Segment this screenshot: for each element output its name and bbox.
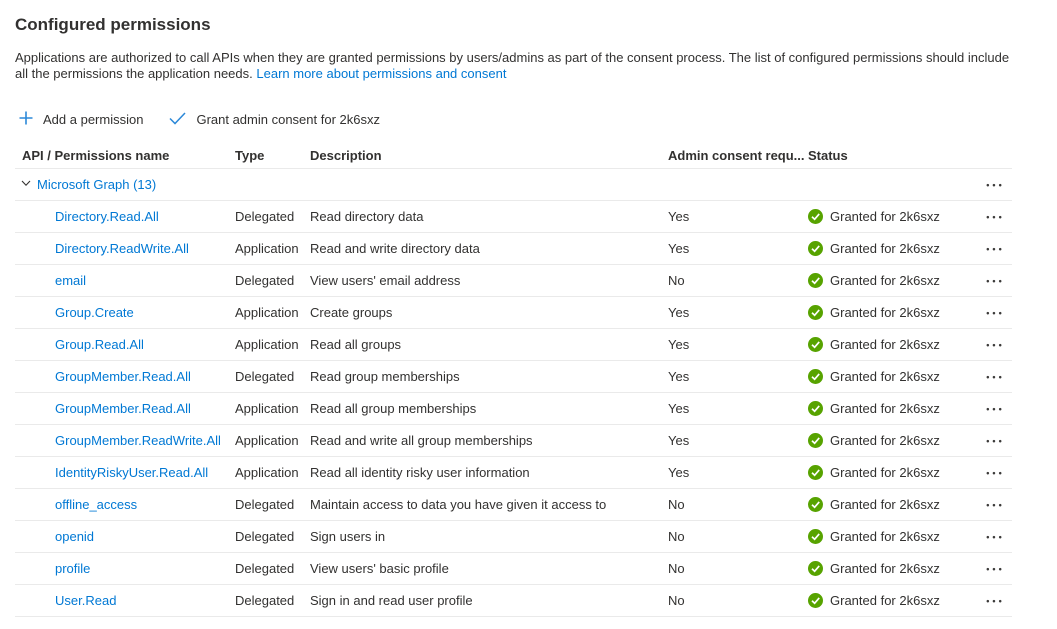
permission-link[interactable]: Group.Create bbox=[55, 305, 134, 320]
admin-consent-required: No bbox=[668, 593, 685, 608]
permission-type: Delegated bbox=[235, 529, 295, 544]
permission-link[interactable]: Directory.Read.All bbox=[55, 209, 159, 224]
table-row bbox=[15, 521, 1012, 553]
permission-type: Application bbox=[235, 465, 299, 480]
more-options-button[interactable]: ••• bbox=[982, 434, 1008, 448]
permission-link[interactable]: openid bbox=[55, 529, 95, 544]
permission-status bbox=[808, 497, 979, 512]
permission-link[interactable]: email bbox=[55, 273, 87, 288]
command-bar bbox=[17, 107, 1042, 132]
admin-consent-required: Yes bbox=[668, 209, 690, 224]
permission-status bbox=[808, 465, 979, 480]
table-header-row bbox=[15, 142, 1012, 169]
status-text: Granted for 2k6sxz bbox=[830, 369, 940, 384]
more-options-button[interactable]: ••• bbox=[982, 530, 1008, 544]
table-row bbox=[15, 297, 1012, 329]
table-row bbox=[15, 201, 1012, 233]
grant-admin-consent-label: Grant admin consent for 2k6sxz bbox=[196, 112, 380, 127]
permission-status bbox=[808, 369, 979, 384]
header-api-permissions-name[interactable]: API / Permissions name bbox=[22, 147, 170, 163]
more-options-button[interactable]: ••• bbox=[982, 562, 1008, 576]
permission-type: Delegated bbox=[235, 561, 295, 576]
admin-consent-required: Yes bbox=[668, 401, 690, 416]
header-status[interactable]: Status bbox=[808, 147, 848, 163]
permission-status bbox=[808, 209, 979, 224]
permission-type: Application bbox=[235, 305, 299, 320]
plus-icon bbox=[19, 111, 33, 128]
table-row bbox=[15, 553, 1012, 585]
permission-status bbox=[808, 241, 979, 256]
api-group-link[interactable]: Microsoft Graph (13) bbox=[37, 177, 157, 192]
admin-consent-required: Yes bbox=[668, 337, 690, 352]
granted-check-icon bbox=[808, 241, 823, 256]
table-row bbox=[15, 393, 1012, 425]
granted-check-icon bbox=[808, 433, 823, 448]
permission-description: Read all groups bbox=[310, 337, 402, 352]
status-text: Granted for 2k6sxz bbox=[830, 401, 940, 416]
status-text: Granted for 2k6sxz bbox=[830, 497, 940, 512]
more-options-button[interactable]: ••• bbox=[982, 242, 1008, 256]
permission-status bbox=[808, 529, 979, 544]
status-text: Granted for 2k6sxz bbox=[830, 337, 940, 352]
admin-consent-required: No bbox=[668, 529, 685, 544]
granted-check-icon bbox=[808, 337, 823, 352]
table-row bbox=[15, 457, 1012, 489]
admin-consent-required: Yes bbox=[668, 241, 690, 256]
granted-check-icon bbox=[808, 401, 823, 416]
permission-link[interactable]: GroupMember.Read.All bbox=[55, 401, 191, 416]
permission-link[interactable]: Group.Read.All bbox=[55, 337, 144, 352]
status-text: Granted for 2k6sxz bbox=[830, 561, 940, 576]
permission-status bbox=[808, 337, 979, 352]
permission-description: Read directory data bbox=[310, 209, 424, 224]
permission-description: Read and write all group memberships bbox=[310, 433, 533, 448]
more-options-button[interactable]: ••• bbox=[982, 306, 1008, 320]
more-options-button[interactable]: ••• bbox=[982, 370, 1008, 384]
permission-description: Sign in and read user profile bbox=[310, 593, 473, 608]
granted-check-icon bbox=[808, 305, 823, 320]
permission-type: Delegated bbox=[235, 209, 295, 224]
permission-type: Delegated bbox=[235, 593, 295, 608]
permission-status bbox=[808, 305, 979, 320]
granted-check-icon bbox=[808, 369, 823, 384]
granted-check-icon bbox=[808, 209, 823, 224]
permission-link[interactable]: GroupMember.Read.All bbox=[55, 369, 191, 384]
permission-type: Delegated bbox=[235, 497, 295, 512]
status-text: Granted for 2k6sxz bbox=[830, 593, 940, 608]
permission-link[interactable]: Directory.ReadWrite.All bbox=[55, 241, 189, 256]
permission-description: Read and write directory data bbox=[310, 241, 480, 256]
table-row bbox=[15, 489, 1012, 521]
status-text: Granted for 2k6sxz bbox=[830, 433, 940, 448]
more-options-button[interactable]: ••• bbox=[982, 210, 1008, 224]
add-permission-label: Add a permission bbox=[43, 112, 144, 127]
table-body bbox=[15, 201, 1012, 617]
granted-check-icon bbox=[808, 529, 823, 544]
more-options-button[interactable]: ••• bbox=[982, 498, 1008, 512]
collapse-group-button[interactable] bbox=[20, 177, 34, 192]
table-row bbox=[15, 585, 1012, 617]
header-type[interactable]: Type bbox=[235, 147, 265, 163]
chevron-down-icon bbox=[20, 177, 32, 192]
api-group-row[interactable] bbox=[15, 169, 1012, 201]
add-permission-button[interactable] bbox=[17, 107, 145, 132]
admin-consent-required: No bbox=[668, 273, 685, 288]
permission-type: Application bbox=[235, 241, 299, 256]
permission-description: Create groups bbox=[310, 305, 393, 320]
more-options-button[interactable]: ••• bbox=[982, 338, 1008, 352]
permission-link[interactable]: IdentityRiskyUser.Read.All bbox=[55, 465, 209, 480]
more-options-button[interactable]: ••• bbox=[982, 402, 1008, 416]
status-text: Granted for 2k6sxz bbox=[830, 273, 940, 288]
status-text: Granted for 2k6sxz bbox=[830, 209, 940, 224]
permission-description: View users' email address bbox=[310, 273, 461, 288]
more-options-button[interactable]: ••• bbox=[982, 178, 1008, 192]
granted-check-icon bbox=[808, 593, 823, 608]
learn-more-link[interactable]: Learn more about permissions and consent bbox=[256, 66, 507, 81]
admin-consent-required: Yes bbox=[668, 465, 690, 480]
status-text: Granted for 2k6sxz bbox=[830, 241, 940, 256]
permission-description: Read all group memberships bbox=[310, 401, 477, 416]
granted-check-icon bbox=[808, 561, 823, 576]
permission-status bbox=[808, 593, 979, 608]
more-options-button[interactable]: ••• bbox=[982, 274, 1008, 288]
table-row bbox=[15, 233, 1012, 265]
granted-check-icon bbox=[808, 273, 823, 288]
header-description[interactable]: Description bbox=[310, 147, 382, 163]
permission-status bbox=[808, 433, 979, 448]
admin-consent-required: Yes bbox=[668, 369, 690, 384]
description-text: Applications are authorized to call APIs when they are granted permissions by users/admins as part of the consent process. The list of configured permissions should include all the permissions the application needs. bbox=[15, 50, 1010, 81]
permissions-table bbox=[15, 142, 1012, 617]
permission-status bbox=[808, 273, 979, 288]
more-options-button[interactable]: ••• bbox=[982, 466, 1008, 480]
granted-check-icon bbox=[808, 497, 823, 512]
permission-description: Read all identity risky user information bbox=[310, 465, 530, 480]
permission-link[interactable]: offline_access bbox=[55, 497, 138, 512]
table-row bbox=[15, 361, 1012, 393]
checkmark-icon bbox=[169, 112, 186, 128]
permission-type: Delegated bbox=[235, 273, 295, 288]
table-row bbox=[15, 265, 1012, 297]
granted-check-icon bbox=[808, 465, 823, 480]
permission-type: Application bbox=[235, 433, 299, 448]
permission-link[interactable]: profile bbox=[55, 561, 91, 576]
permission-link[interactable]: User.Read bbox=[55, 593, 117, 608]
grant-admin-consent-button[interactable] bbox=[167, 108, 382, 132]
permission-type: Delegated bbox=[235, 369, 295, 384]
admin-consent-required: No bbox=[668, 561, 685, 576]
permission-type: Application bbox=[235, 401, 299, 416]
status-text: Granted for 2k6sxz bbox=[830, 529, 940, 544]
permission-description: View users' basic profile bbox=[310, 561, 449, 576]
permission-status bbox=[808, 401, 979, 416]
more-options-button[interactable]: ••• bbox=[982, 594, 1008, 608]
description bbox=[15, 50, 1015, 82]
status-text: Granted for 2k6sxz bbox=[830, 305, 940, 320]
admin-consent-required: No bbox=[668, 497, 685, 512]
page-title: Configured permissions bbox=[15, 15, 211, 34]
status-text: Granted for 2k6sxz bbox=[830, 465, 940, 480]
admin-consent-required: Yes bbox=[668, 433, 690, 448]
admin-consent-required: Yes bbox=[668, 305, 690, 320]
permission-status bbox=[808, 561, 979, 576]
permission-description: Maintain access to data you have given it access to bbox=[310, 497, 607, 512]
permission-type: Application bbox=[235, 337, 299, 352]
table-row bbox=[15, 329, 1012, 361]
table-row bbox=[15, 425, 1012, 457]
permission-description: Sign users in bbox=[310, 529, 386, 544]
permission-link[interactable]: GroupMember.ReadWrite.All bbox=[55, 433, 221, 448]
header-admin-consent[interactable]: Admin consent requ... bbox=[668, 147, 805, 163]
permission-description: Read group memberships bbox=[310, 369, 460, 384]
